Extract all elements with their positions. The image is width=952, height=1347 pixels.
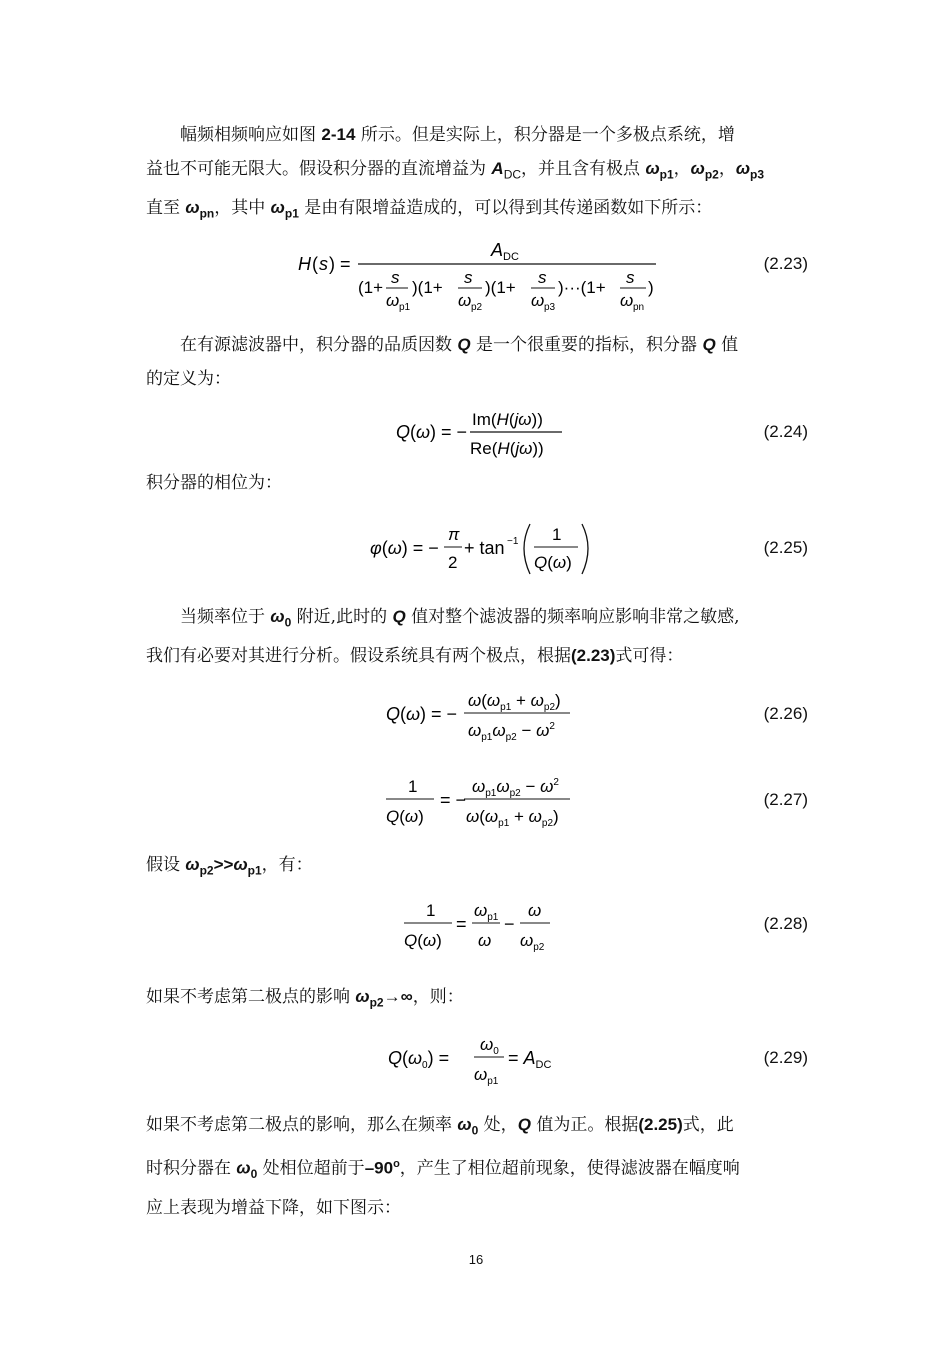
svg-text:s: s [391,268,400,287]
svg-text:(1+: (1+ [358,278,384,297]
p4-line-1: 当频率位于 $\omega_0$ 附近,此时的 Q 值对整个滤波器的频率响应影响非常之敏感, [180,607,740,630]
page-number: 16 [468,1252,484,1267]
svg-text:ω(ωp1 + ωp2): $\omega(\omega_{p1} + \omega_{p2})$ [468,691,561,713]
svg-text:s: s [626,268,635,287]
equation-2-25 [146,518,808,580]
svg-text:ωp1ωp2 − ω2: $\omega_{p1}\omega_{p2} - \omega^2$ [472,777,559,799]
svg-text:p1: p1 [399,302,411,313]
svg-text:Im(H(jω)): Im(H(jω)) [472,410,543,429]
svg-text:2: 2 [448,553,458,572]
eq-number-2-28: (2.28) [763,914,808,933]
paragraph-1 [146,118,808,231]
eq223-num: A [491,240,504,260]
svg-text:s: s [538,268,547,287]
svg-text:ω: ω [386,291,400,310]
svg-text:φ(ω) = −: φ(ω) = − [370,538,439,558]
svg-text:ω(ωp1 + ωp2): $\omega(\omega_{p1} + \omega_{p2})$ [466,807,559,829]
svg-text:ω: ω [478,931,492,950]
svg-text:π: π [448,525,460,544]
svg-text:)(1+: )(1+ [412,278,443,297]
svg-text:1: 1 [408,777,418,796]
svg-text:s: s [319,254,328,274]
svg-text:)···(1+: )···(1+ [558,278,606,297]
svg-text:−1: −1 [507,536,519,547]
eq-2-25-svg [146,518,808,580]
equation-2-27 [146,770,808,832]
svg-text:ω: ω [528,901,542,920]
svg-text:Q(ω0) =: $Q(\omega_0)$ = [388,1048,450,1071]
eq-number-2-23: (2.23) [763,254,808,273]
eq-2-28-svg [146,894,808,956]
equation-2-29 [146,1028,808,1090]
equation-2-24 [146,404,808,464]
equation-2-28 [146,894,808,956]
svg-text:)(1+: )(1+ [485,278,516,297]
paragraph-4 [146,600,808,673]
svg-text:ω0: $\omega_0$ [480,1035,499,1057]
eq224-lhs: Q(ω) = − [396,422,468,442]
svg-text:+ tan: + tan [464,538,505,558]
eq-number-2-24: (2.24) [763,422,808,441]
p5-line-1: 假设 $\omega_{p2}>>\omega_{p1}$，有： [146,855,313,878]
eq223-lhs: H [298,254,311,274]
p4-line-2: 我们有必要对其进行分析。假设系统具有两个极点，根据(2.23)式可得： [146,646,684,667]
svg-text:= −: = − [440,790,467,810]
svg-text:Re(H(jω)): Re(H(jω)) [470,439,544,458]
eq-2-29-svg [146,1028,808,1090]
svg-text:1: 1 [552,525,562,544]
p6-line-1: 如果不考虑第二极点的影响 $\omega_{p2}\to\infty$，则： [146,987,464,1010]
svg-text:ω: ω [620,291,634,310]
svg-text:ωp1ωp2 − ω2: $\omega_{p1}\omega_{p2} - \omega^2$ [468,721,555,743]
eq-number-2-27: (2.27) [763,790,808,809]
svg-text:p3: p3 [544,302,556,313]
svg-text:ωp2: $\omega_{p2}$ [520,931,545,953]
svg-text:Q(ω): Q(ω) [534,553,572,572]
paragraph-5 [146,848,808,887]
paragraph-6 [146,980,808,1019]
eq-number-2-25: (2.25) [763,538,808,557]
svg-text:ωp1: $\omega_{p1}$ [474,901,499,923]
p1-line-1: 幅频相频响应如图 2-14 所示。但是实际上，积分器是一个多极点系统，增 [180,125,735,145]
svg-text:p2: p2 [471,302,483,313]
eq-number-2-29: (2.29) [763,1048,808,1067]
svg-text:(: ( [312,254,318,274]
paragraph-2 [146,328,808,396]
p1-line-2: 益也不可能无限大。假设积分器的直流增益为 $A_{DC}$，并且含有极点 $\omega_{p1}$，$\omega_{p2}$，$\omega_{p3}$ [146,159,765,182]
eq-2-24-svg [146,404,808,464]
svg-text:−: − [504,914,515,934]
equation-2-26 [146,684,808,746]
eq-2-23-svg [146,236,808,326]
p2-line-1: 在有源滤波器中，积分器的品质因数 Q 是一个很重要的指标，积分器 Q 值 [180,335,739,355]
svg-text:DC: DC [503,251,519,263]
p7-line-2: 时积分器在 $\omega_0$ 处相位超前于–90$^o$，产生了相位超前现象，使得滤波器在幅度响 [146,1158,740,1182]
p3-line-1: 积分器的相位为： [146,473,282,493]
paragraph-7 [146,1108,808,1225]
svg-text:ω: ω [458,291,472,310]
svg-text:pn: pn [633,302,645,313]
svg-text:Q(ω) = −: Q(ω) = − [386,704,458,724]
svg-text:): ) [648,278,654,297]
svg-text:ω: ω [531,291,545,310]
p1-line-3: 直至 $\omega_{pn}$，其中 $\omega_{p1}$ 是由有限增益造成的，可以得到其传递函数如下所示： [146,198,713,221]
svg-text:= ADC: = $A_{DC}$ [508,1048,552,1071]
eq-2-26-svg [146,684,808,746]
p7-line-1: 如果不考虑第二极点的影响，那么在频率 $\omega_0$ 处，Q 值为正。根据(2.25)式，此 [146,1115,734,1138]
eq-2-27-svg [146,770,808,832]
p7-line-3: 应上表现为增益下降，如下图示： [146,1198,401,1219]
svg-text:1: 1 [426,901,436,920]
svg-text:=: = [456,914,467,934]
paragraph-3 [146,466,808,500]
svg-text:) =: ) = [329,254,351,274]
eq-number-2-26: (2.26) [763,704,808,723]
svg-text:Q(ω): Q(ω) [386,807,424,826]
svg-text:ωp1: $\omega_{p1}$ [474,1065,499,1087]
equation-2-23 [146,236,808,326]
svg-text:s: s [464,268,473,287]
svg-text:Q(ω): Q(ω) [404,931,442,950]
p2-line-2: 的定义为： [146,369,231,389]
